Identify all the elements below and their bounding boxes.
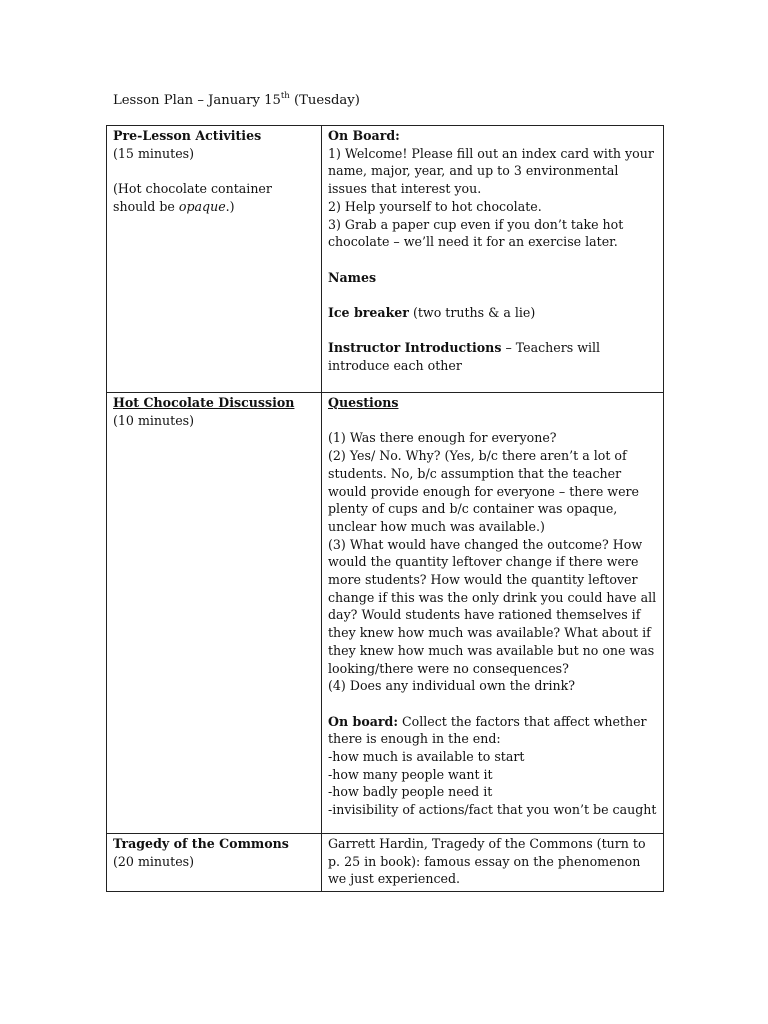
lesson-plan-table <box>106 125 664 892</box>
on-board-instructions <box>328 713 657 748</box>
activity-duration: (20 minutes) <box>113 853 195 869</box>
list-item: -how badly people need it <box>328 784 493 800</box>
ice-breaker <box>328 304 657 322</box>
on-board-text: Collect the factors that affect whether there is enough in the end: <box>328 713 647 747</box>
activity-cell <box>107 126 322 393</box>
table-row-tragedy <box>107 834 664 892</box>
details-cell <box>322 126 664 393</box>
title-prefix: Lesson Plan – January 15 <box>113 93 281 108</box>
questions-heading: Questions <box>328 395 399 410</box>
note-text: (Hot chocolate container should be <box>113 181 272 214</box>
details-cell <box>322 834 664 892</box>
list-item: -how much is available to start <box>328 749 525 765</box>
introductions-text: – Teachers will introduce each other <box>328 340 601 374</box>
page-title <box>113 92 360 110</box>
details-cell <box>322 393 664 834</box>
list-item: 3) Grab a paper cup even if you don’t take hot chocolate – we’ll need it for an exercise later. <box>328 216 624 250</box>
activity-heading: Tragedy of the Commons <box>113 836 289 851</box>
question-item: (4) Does any individual own the drink? <box>328 678 575 694</box>
question-item: (1) Was there enough for everyone? <box>328 430 557 446</box>
title-suffix: (Tuesday) <box>289 93 360 108</box>
note-close: .) <box>225 198 235 214</box>
activity-note <box>113 180 315 215</box>
table-row-pre-lesson <box>107 126 664 393</box>
activity-heading: Pre-Lesson Activities <box>113 128 262 143</box>
table-row-hot-chocolate <box>107 393 664 834</box>
ice-breaker-text: (two truths & a lie) <box>408 305 536 320</box>
activity-duration: (15 minutes) <box>113 145 195 161</box>
instructor-introductions <box>328 339 657 374</box>
list-item: -invisibility of actions/fact that you won’t be caught <box>328 802 657 818</box>
activity-cell <box>107 393 322 834</box>
introductions-heading: Instructor Introductions <box>328 340 502 356</box>
names-heading: Names <box>328 269 377 285</box>
on-board-heading: On board: <box>328 713 398 729</box>
ice-breaker-heading: Ice breaker <box>328 305 409 320</box>
list-item: -how many people want it <box>328 766 493 782</box>
activity-heading: Hot Chocolate Discussion <box>113 395 295 410</box>
activity-cell <box>107 834 322 892</box>
note-emphasis: opaque <box>178 198 226 214</box>
question-item: (2) Yes/ No. Why? (Yes, b/c there aren’t a lot of students. No, b/c assumption that the teacher would provide enough for everyone – there were plenty of cups and b/c container was opaque, unclear how much was available.) <box>328 448 640 534</box>
on-board-heading: On Board: <box>328 128 400 143</box>
title-superscript: th <box>280 90 290 101</box>
list-item: 2) Help yourself to hot chocolate. <box>328 198 542 214</box>
reading-description: Garrett Hardin, Tragedy of the Commons (turn to p. 25 in book): famous essay on the phenomenon we just experienced. <box>328 836 646 887</box>
activity-duration: (10 minutes) <box>113 412 195 428</box>
question-item: (3) What would have changed the outcome? How would the quantity leftover change if there were more students? How would the quantity leftover change if this was the only drink you could have all day? Would students have rationed themselves if they knew how much was available? What about if they knew how much was available but no one was looking/there were no consequences? <box>328 536 657 676</box>
list-item: 1) Welcome! Please fill out an index card with your name, major, year, and up to 3 environmental issues that interest you. <box>328 145 654 197</box>
